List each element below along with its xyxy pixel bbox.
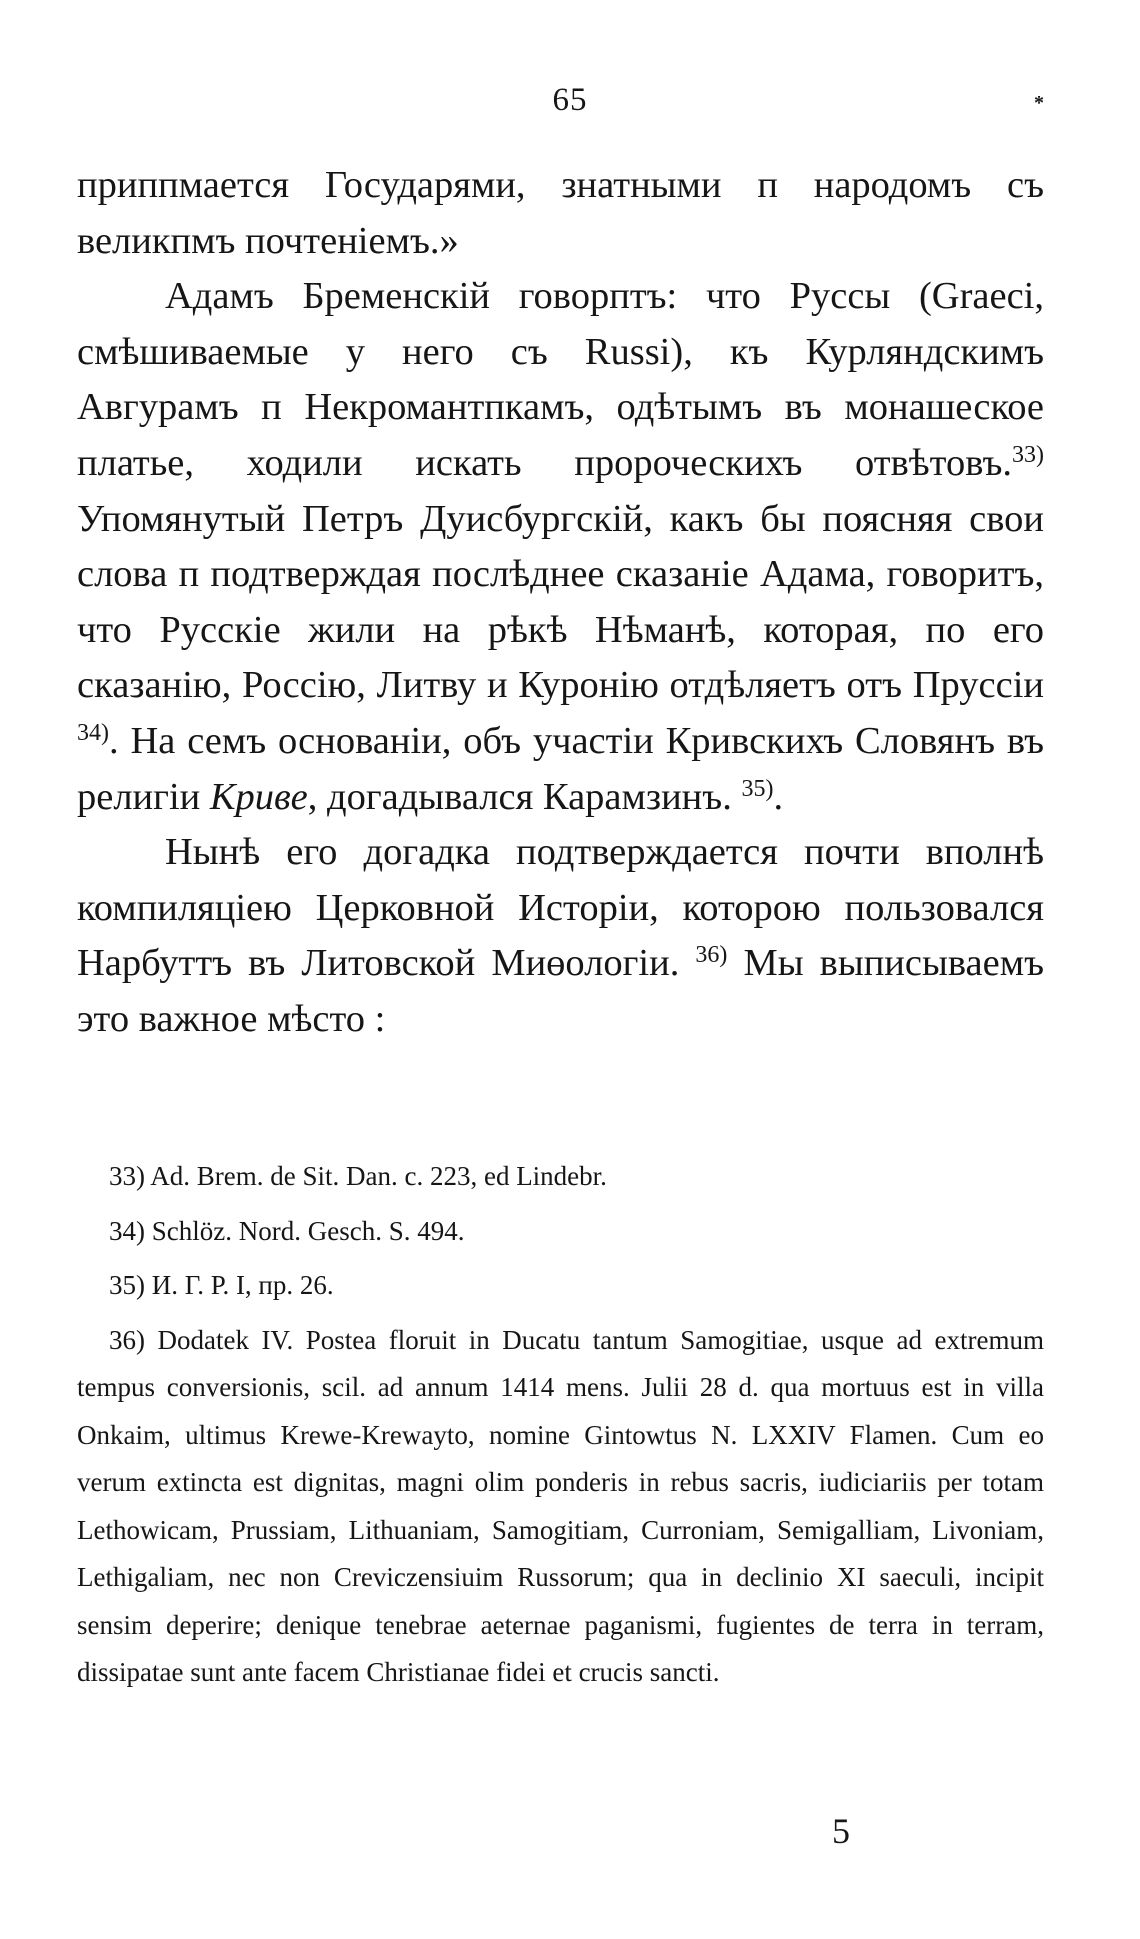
paragraph-3-text-a: Нынѣ его догадка подтверждается почти вполнѣ компиляцiею Церковной Исторiи, которою пользовался Нарбуттъ въ Литовской Миөологiи. — [77, 831, 1044, 985]
footnote-ref-36: 36) — [695, 942, 728, 969]
footnote-ref-34: 34) — [77, 719, 109, 746]
corner-mark: * — [1034, 92, 1044, 114]
italic-term: Криве — [209, 775, 308, 818]
paragraph-3 — [77, 825, 1044, 1047]
paragraph-2-text-d: , догадывался Карамзинъ. — [307, 775, 742, 818]
paragraph-1: приппмается Государями, знатными п народомъ съ великпмъ почтенiемъ.» — [77, 164, 1044, 262]
paragraph-2-text-b: Упомянутый Петръ Дуисбургскiй, какъ бы поясняя свои слова п подтверждая послѣднее сказанiе Адама, говоритъ, что Русскiе жили на рѣкѣ Нѣманѣ, которая, по его сказанiю, Россiю, Литву и Куронiю отдѣляетъ отъ Пруссiи — [77, 497, 1044, 707]
footnote-ref-33: 33) — [1012, 441, 1044, 468]
footnote-36: 36) Dodatek IV. Postea floruit in Ducatu tantum Samogitiae, usque ad extremum tempus conversionis, scil. ad annum 1414 mens. Julii 28 d. qua mortuus est in villa Onkaim, ultimus Krewe-Krewayto, nomine Gintowtus N. LXXIV Flamen. Cum eo verum extincta est dignitas, magni olim ponderis in rebus sacris, iudiciariis per totam Lethowicam, Prussiam, Lithuaniam, Samogitiam, Curroniam, Semigalliam, Livoniam, Lethigaliam, nec non Creviczensiuim Russorum; qua in declinio XI saeculi, incipit sensim deperire; denique tenebrae aeternae paganismi, fugientes de terra in terram, dissipatae sunt ante facem Christianae fidei et crucis sancti. — [77, 1324, 1044, 1687]
paragraph-2 — [77, 269, 1044, 825]
paragraph-3-text-b: Мы выписываемъ это важное мѣсто : — [77, 942, 1044, 1040]
paragraph-2-text-a: Адамъ Бременскiй говорптъ: что Руссы (Graeci, смѣшиваемые у него съ Russi), къ Курляндскимъ Авгурамъ п Некромантпкамъ, одѣтымъ въ монашеское платье, ходили искать пророческихъ отвѣтовъ. — [77, 275, 1044, 484]
signature-mark: 5 — [832, 1811, 850, 1851]
footnotes — [77, 1153, 1044, 1697]
paragraph-2-text-c: . На семъ основанiи, объ участiи Кривскихъ Словянъ въ религiи — [77, 719, 1044, 818]
paragraph-2-text-e: . — [773, 775, 784, 818]
page-number: 65 — [552, 82, 588, 118]
footnote-35: 35) И. Г. Р. I, пр. 26. — [109, 1270, 334, 1300]
main-text — [77, 158, 1044, 1048]
footnote-33: 33) Ad. Brem. de Sit. Dan. c. 223, ed Lindebr. — [109, 1161, 607, 1191]
footnote-34: 34) Schlöz. Nord. Gesch. S. 494. — [109, 1215, 465, 1246]
footnote-ref-35: 35) — [741, 775, 774, 802]
